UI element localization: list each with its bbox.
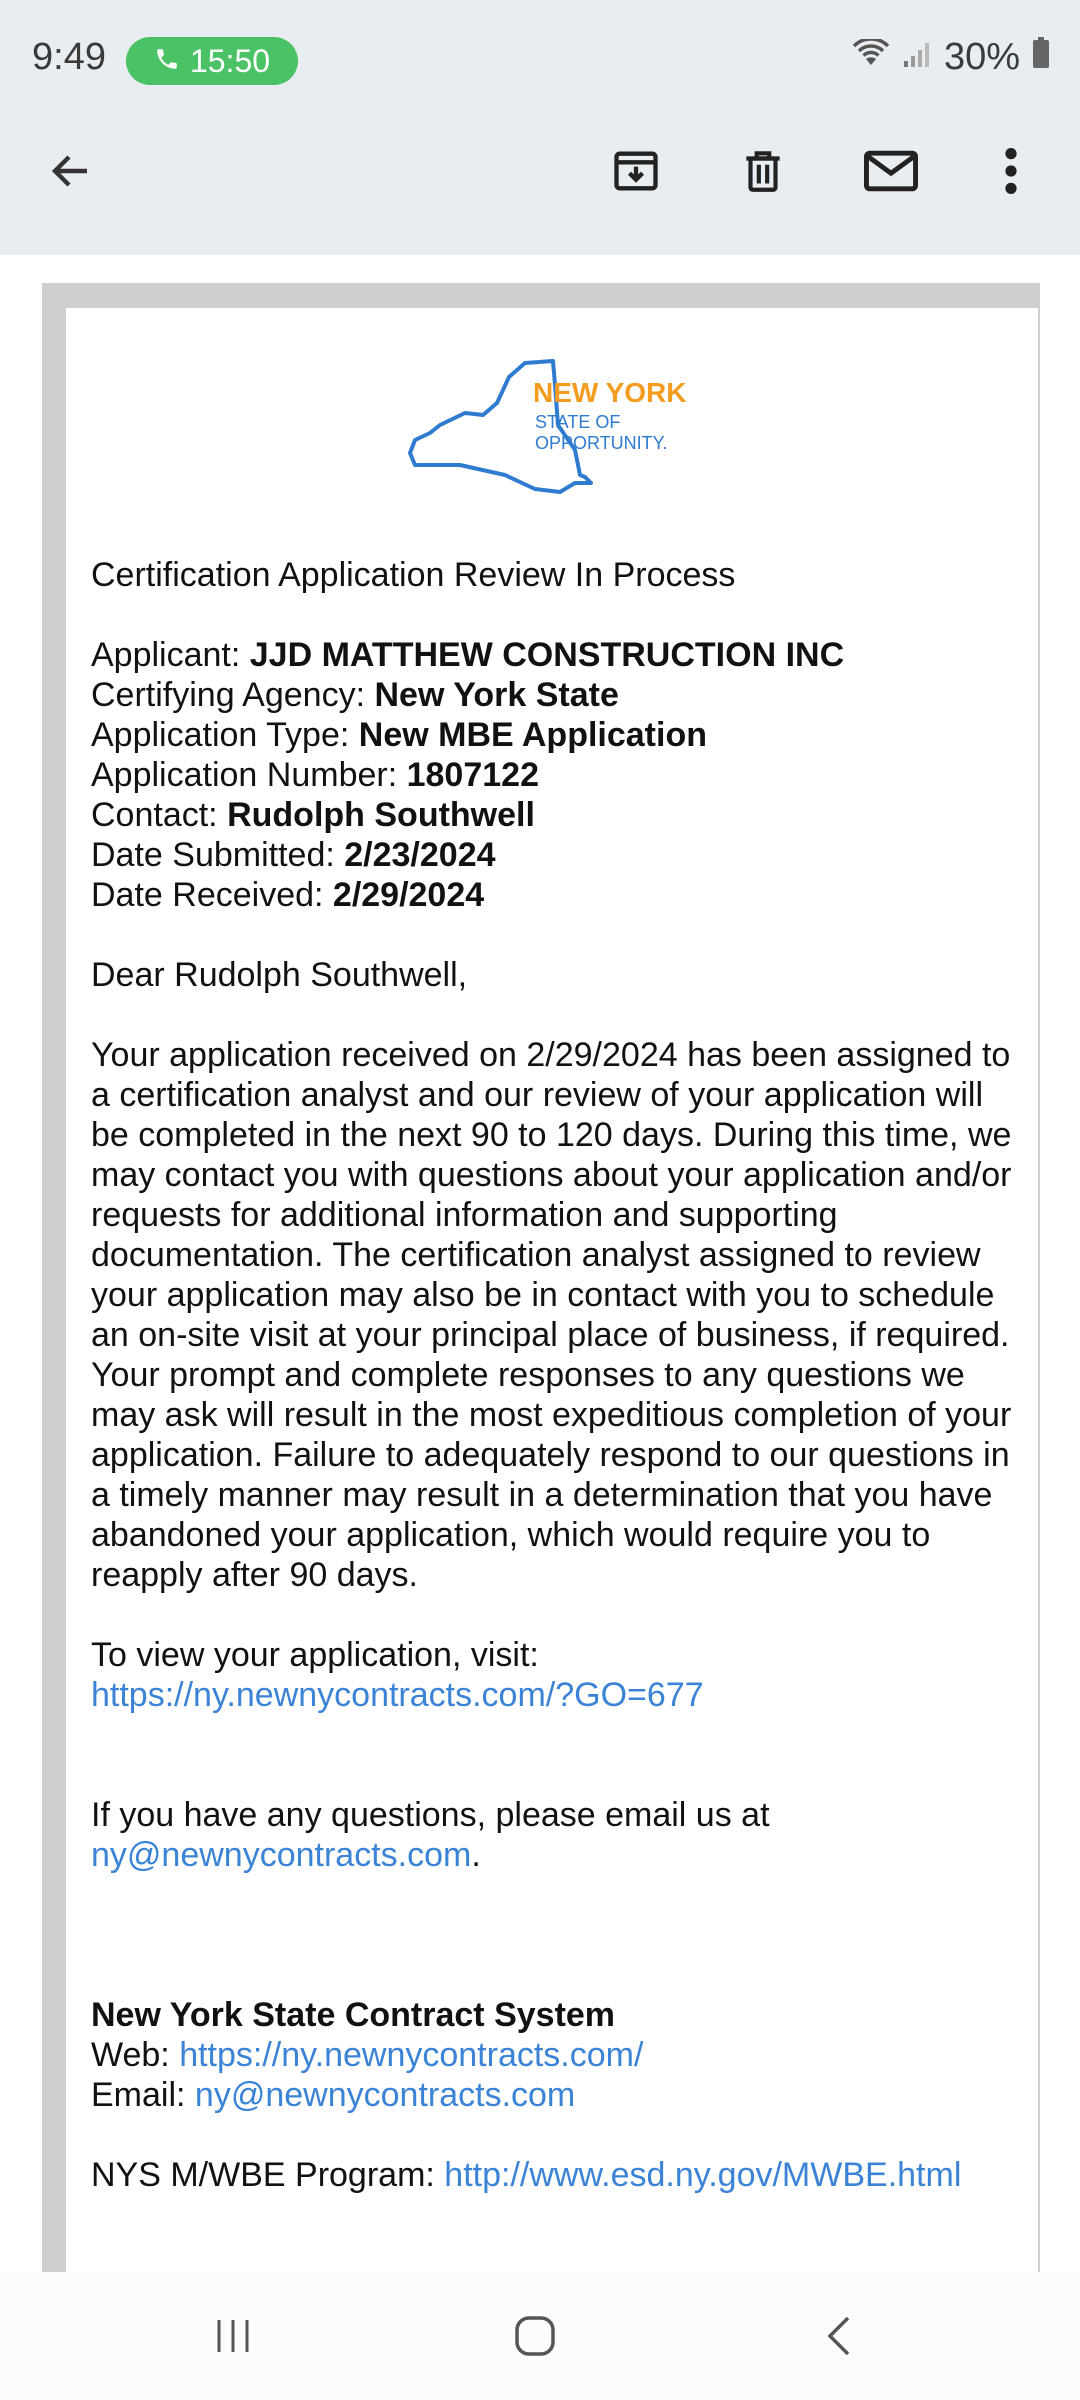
detail-number: Application Number: 1807122 bbox=[91, 756, 539, 794]
email-content bbox=[91, 555, 1021, 2195]
recent-apps-icon[interactable] bbox=[198, 2306, 268, 2366]
archive-icon[interactable] bbox=[600, 135, 672, 207]
call-timer: 15:50 bbox=[189, 42, 271, 79]
detail-applicant: Applicant: JJD MATTHEW CONSTRUCTION INC bbox=[91, 636, 845, 674]
greeting: Dear Rudolph Southwell, bbox=[91, 956, 468, 994]
logo-line3: OPPORTUNITY. bbox=[535, 433, 668, 453]
detail-contact: Contact: Rudolph Southwell bbox=[91, 796, 535, 834]
signal-icon bbox=[902, 36, 932, 79]
trash-icon[interactable] bbox=[727, 135, 799, 207]
logo-line2: STATE OF bbox=[535, 412, 621, 432]
detail-agency: Certifying Agency: New York State bbox=[91, 676, 619, 714]
signature-email: Email: ny@newnycontracts.com bbox=[91, 2076, 576, 2114]
signature-title: New York State Contract System bbox=[91, 1996, 616, 2034]
support-email-link[interactable]: ny@newnycontracts.com bbox=[91, 1836, 472, 1874]
home-icon[interactable] bbox=[500, 2306, 570, 2366]
email-heading: Certification Application Review In Process bbox=[91, 556, 736, 594]
signature-program: NYS M/WBE Program: http://www.esd.ny.gov/MWBE.html bbox=[91, 2156, 962, 2194]
battery-percent: 30% bbox=[943, 36, 1020, 78]
more-vert-icon[interactable] bbox=[975, 135, 1047, 207]
back-nav-icon[interactable] bbox=[805, 2306, 875, 2366]
detail-submitted: Date Submitted: 2/23/2024 bbox=[91, 836, 496, 874]
signature-web: Web: https://ny.newnycontracts.com/ bbox=[91, 2036, 644, 2074]
call-indicator[interactable] bbox=[126, 37, 298, 85]
questions-line: ny@newnycontracts.com. bbox=[91, 1836, 481, 1874]
wifi-icon bbox=[852, 36, 890, 79]
nys-logo bbox=[405, 355, 705, 500]
phone-icon bbox=[154, 43, 180, 80]
back-arrow-icon[interactable] bbox=[35, 135, 107, 207]
detail-type: Application Type: New MBE Application bbox=[91, 716, 707, 754]
questions-prompt: If you have any questions, please email us at bbox=[91, 1796, 770, 1834]
status-bar bbox=[0, 0, 1080, 120]
mail-icon[interactable] bbox=[855, 135, 927, 207]
view-application-link[interactable]: https://ny.newnycontracts.com/?GO=677 bbox=[91, 1676, 704, 1714]
logo-line1: NEW YORK bbox=[533, 377, 687, 408]
view-prompt: To view your application, visit: bbox=[91, 1636, 539, 1674]
web-link[interactable]: https://ny.newnycontracts.com/ bbox=[179, 2036, 644, 2074]
detail-received: Date Received: 2/29/2024 bbox=[91, 876, 485, 914]
body-paragraph: Your application received on 2/29/2024 has been assigned to a certification analyst and our review of your application will be completed in the next 90 to 120 days. During this time, we may contact you with questions about your application and/or requests for additional information and supporting documentation. The certification analyst assigned to review your application may also be in contact with you to schedule an on-site visit at your principal place of business, if required. Your prompt and complete responses to any questions we may ask will result in the most expeditious completion of your application. Failure to adequately respond to our questions in a timely manner may result in a determination that you have abandoned your application, which would require you to reapply after 90 days. bbox=[91, 1036, 1012, 1594]
status-time: 9:49 bbox=[32, 36, 106, 78]
program-link[interactable]: http://www.esd.ny.gov/MWBE.html bbox=[444, 2156, 962, 2194]
battery-icon bbox=[1032, 36, 1050, 79]
signature-email-link[interactable]: ny@newnycontracts.com bbox=[194, 2076, 576, 2114]
